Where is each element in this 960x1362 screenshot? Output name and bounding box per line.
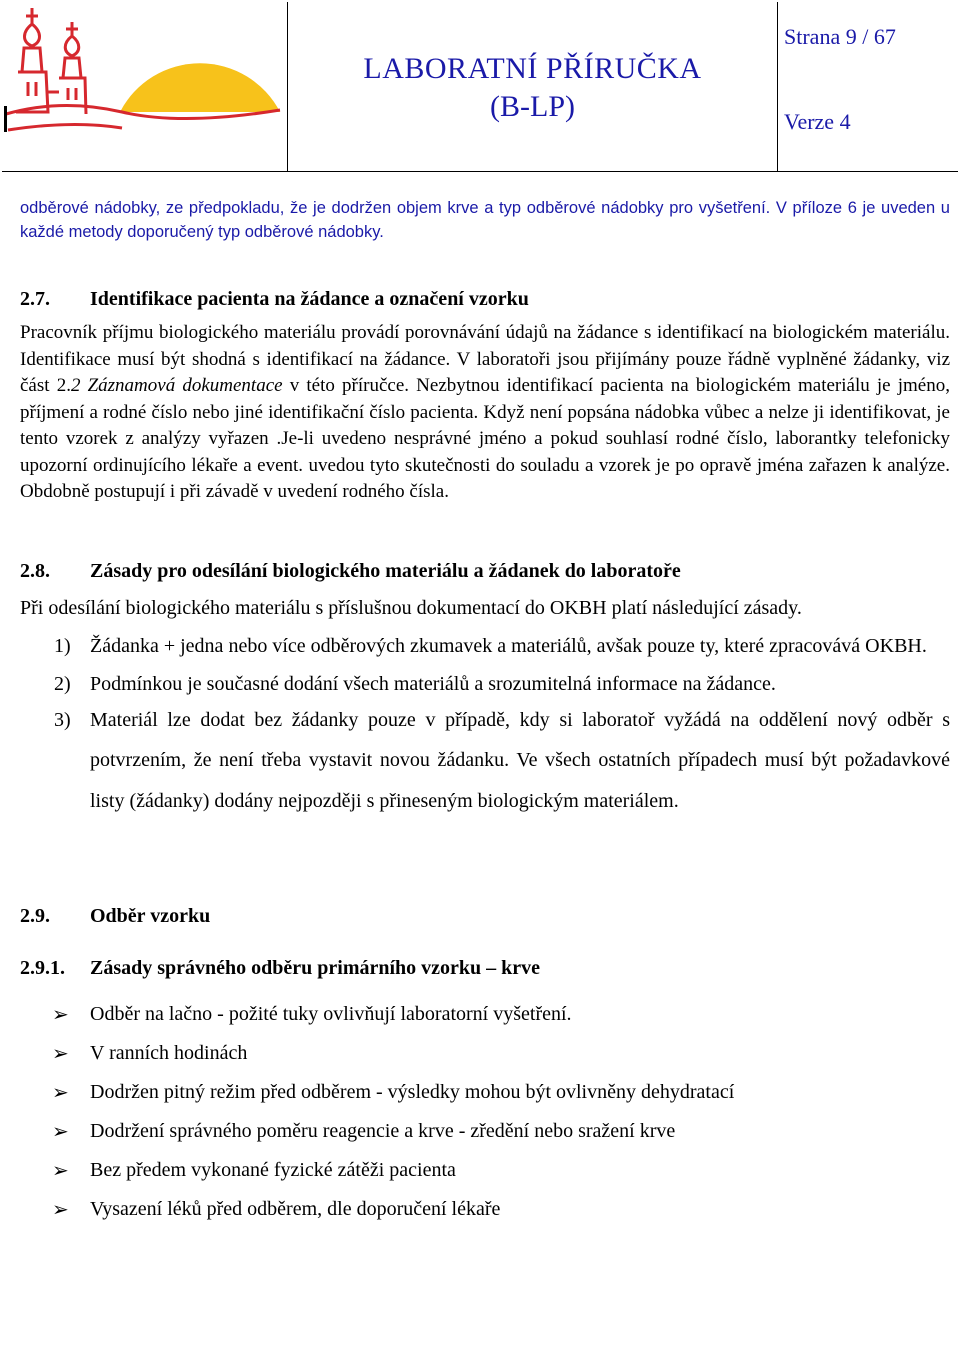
arrow-bullet-icon: ➢ xyxy=(52,1199,69,1221)
item-text: V ranních hodinách xyxy=(90,1042,248,1064)
list-item xyxy=(20,995,950,1034)
arrow-bullet-icon: ➢ xyxy=(52,1082,69,1104)
item-text: Dodržen pitný režim před odběrem - výsledky mohou být ovlivněny dehydratací xyxy=(90,1081,735,1103)
page-header xyxy=(2,2,958,172)
item-number: 3) xyxy=(54,708,71,731)
item-text: Bez předem vykonané fyzické zátěži pacienta xyxy=(90,1159,456,1181)
section-2-7-heading xyxy=(20,286,950,312)
rules-list xyxy=(20,632,950,822)
arrow-bullet-icon: ➢ xyxy=(52,1004,69,1026)
list-item xyxy=(20,632,950,660)
section-2-8-heading xyxy=(20,558,950,584)
section-number: 2.9. xyxy=(20,905,50,927)
body-text-start: Pracovník příjmu biologického materiálu provádí porovnávání údajů na žádance s identifikací na biologickém materiálu. Identifikace musí být shodná s identifikací na žádance. V laboratoři jsou přijímány pouze řádně vyplněné žádanky, viz část 2. xyxy=(20,322,950,396)
title-line-2: (B-LP) xyxy=(490,90,575,123)
item-number: 2) xyxy=(54,672,71,695)
document-title xyxy=(288,2,778,172)
arrow-bullet-icon: ➢ xyxy=(52,1043,69,1065)
item-text: Podmínkou je současné dodání všech materiálů a srozumitelná informace na žádance. xyxy=(90,672,776,695)
list-item xyxy=(20,1112,950,1151)
item-text: Žádanka + jedna nebo více odběrových zkumavek a materiálů, avšak pouze ty, které zpracovává OKBH. xyxy=(90,634,927,657)
section-number: 2.9.1. xyxy=(20,957,65,979)
logo-graphic xyxy=(2,2,286,170)
section-title: Zásady správného odběru primárního vzorku – krve xyxy=(90,957,541,979)
body-text-end: v této příručce. Nezbytnou identifikací pacienta na biologickém materiálu je jméno, příjmení a rodné číslo nebo jiné identifikační číslo pacienta. Když není popsána nádobka vůbec a nelze ji identifikovat, je tento vzorek z analýzy vyřazen .Je-li uvedeno nesprávné jméno a pokud souhlasí rodné číslo, laborantky telefonicky upozorní ordinujícího lékaře a event. uvedou tyto skutečnosti do souladu a vzorek je po opravě jména zařazen k analýze. Obdobně postupují i při závadě v uvedení rodného čísla. xyxy=(20,375,950,502)
page-content xyxy=(20,196,950,1229)
list-item xyxy=(20,1190,950,1229)
arrow-bullet-icon: ➢ xyxy=(52,1160,69,1182)
item-text: Materiál lze dodat bez žádanky pouze v případě, kdy si laboratoř vyžádá na oddělení nový odběr s potvrzením, že není třeba vystavit novou žádanku. Ve všech ostatních případech musí být požadavkové listy (žádanky) dodány nejpozději s přineseným biologickým materiálem. xyxy=(90,708,950,812)
list-item xyxy=(20,700,950,822)
list-item xyxy=(20,670,950,698)
item-number: 1) xyxy=(54,634,71,657)
section-title: Zásady pro odesílání biologického materiálu a žádanek do laboratoře xyxy=(90,559,681,582)
item-text: Vysazení léků před odběrem, dle doporučení lékaře xyxy=(90,1198,501,1220)
section-title: Identifikace pacienta na žádance a označení vzorku xyxy=(90,288,529,310)
page-number: Strana 9 / 67 xyxy=(784,24,896,49)
intro-paragraph: odběrové nádobky, ze předpokladu, že je dodržen objem krve a typ odběrové nádobky pro vyšetření. V příloze 6 je uveden u každé metody doporučený typ odběrové nádobky. xyxy=(20,199,950,241)
cross-reference: 2 Záznamová dokumentace xyxy=(70,375,283,396)
title-line-1: LABORATNÍ PŘÍRUČKA xyxy=(363,52,702,85)
section-2-9-heading xyxy=(20,903,950,929)
item-text: Odběr na lačno - požité tuky ovlivňují laboratorní vyšetření. xyxy=(90,1003,572,1025)
item-text: Dodržení správného poměru reagencie a krve - zředění nebo sražení krve xyxy=(90,1120,676,1142)
section-number: 2.7. xyxy=(20,288,50,310)
section-number: 2.8. xyxy=(20,559,50,582)
hospital-logo xyxy=(2,2,288,172)
version-label: Verze 4 xyxy=(784,109,851,134)
list-item xyxy=(20,1034,950,1073)
section-2-7-body xyxy=(20,320,950,506)
list-item xyxy=(20,1073,950,1112)
document-meta xyxy=(778,2,958,172)
section-2-9-1-heading xyxy=(20,955,950,981)
section-title: Odběr vzorku xyxy=(90,905,211,927)
section-2-8-intro: Při odesílání biologického materiálu s příslušnou dokumentací do OKBH platí následující zásady. xyxy=(20,596,802,619)
list-item xyxy=(20,1151,950,1190)
arrow-bullet-icon: ➢ xyxy=(52,1121,69,1143)
blood-sampling-rules xyxy=(20,995,950,1229)
